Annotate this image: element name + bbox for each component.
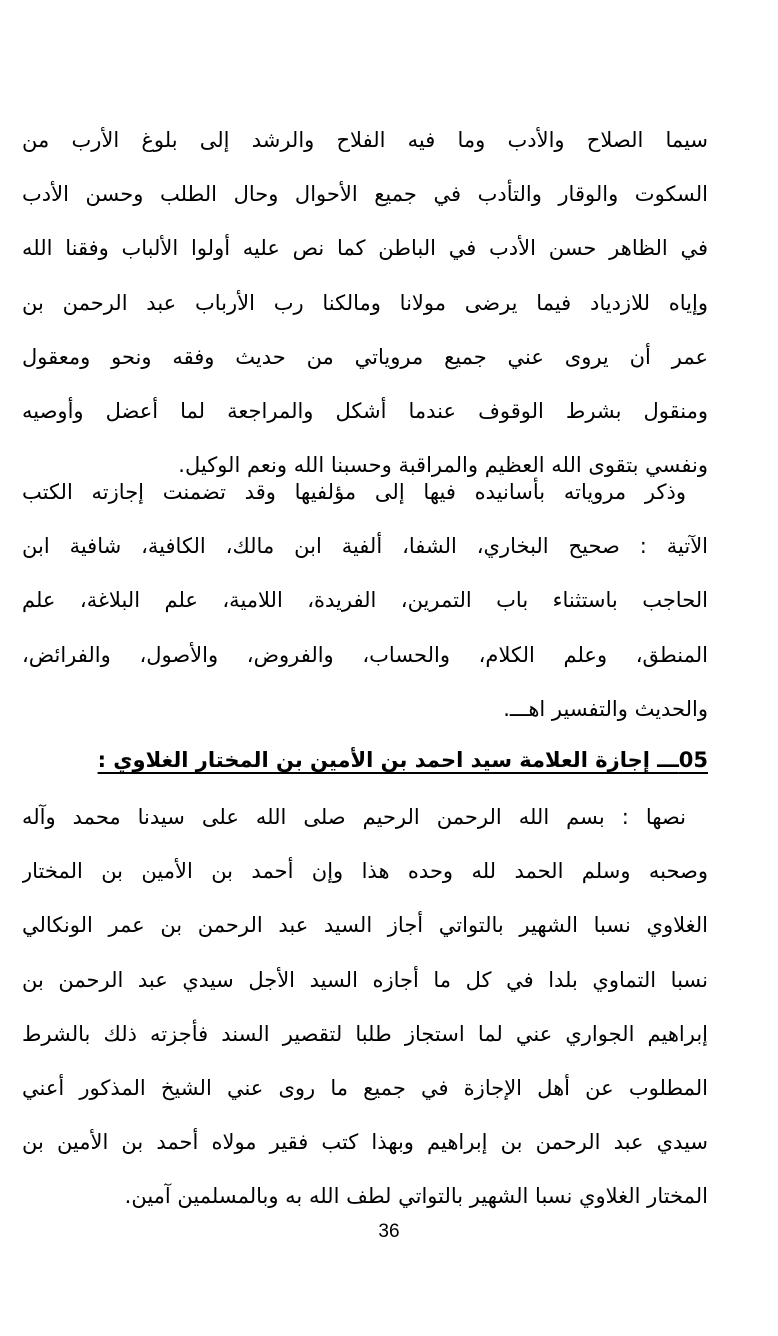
text-line: المطلوب عن أهل الإجازة في جميع ما روى عني الشيخ المذكور أعني xyxy=(22,1075,708,1100)
section-heading xyxy=(22,738,708,782)
text-line: ونفسي بتقوى الله العظيم والمراقبة وحسبنا الله ونعم الوكيل. xyxy=(178,453,708,478)
text-line: المختار الغلاوي نسبا الشهير بالتواتي لطف الله به وبالمسلمين آمين. xyxy=(124,1184,708,1209)
text-line: السكوت والوقار والتأدب في جميع الأحوال وحال الطلب وحسن الأدب xyxy=(22,182,708,207)
text-line: الغلاوي نسبا الشهير بالتواتي أجاز السيد عبد الرحمن بن عمر الونكالي xyxy=(22,913,708,938)
text-line: المنطق، وعلم الكلام، والحساب، والفروض، والأصول، والفرائض، xyxy=(22,642,708,667)
paragraph-books-list xyxy=(22,465,708,736)
text-line: عمر أن يروى عني جميع مروياتي من حديث وفقه ونحو ومعقول xyxy=(22,344,708,369)
text-line: وإياه للازدياد فيما يرضى مولانا ومالكنا رب الأرباب عبد الرحمن بن xyxy=(22,290,708,315)
text-line: وصحبه وسلم الحمد لله وحده هذا وإن أحمد بن الأمين بن المختار xyxy=(22,859,708,884)
text-line: الآتية : صحيح البخاري، الشفا، ألفية ابن مالك، الكافية، شافية ابن xyxy=(22,534,708,559)
text-line: نسبا التماوي بلدا في كل ما أجازه السيد الأجل سيدي عبد الرحمن بن xyxy=(22,967,708,992)
text-line: سيدي عبد الرحمن بن إبراهيم وبهذا كتب فقير مولاه أحمد بن الأمين بن xyxy=(22,1130,708,1155)
paragraph-ijaza-text xyxy=(22,790,708,1224)
text-line: ومنقول بشرط الوقوف عندما أشكل والمراجعة لما أعضل وأوصيه xyxy=(22,398,708,423)
text-line: الحاجب باستثناء باب التمرين، الفريدة، اللامية، علم البلاغة، علم xyxy=(22,588,708,613)
page-number: 36 xyxy=(378,1221,400,1242)
text-line: وذكر مروياته بأسانيده فيها إلى مؤلفيها وقد تضمنت إجازته الكتب xyxy=(22,480,686,504)
text-line: والحديث والتفسير اهـــ. xyxy=(503,696,708,721)
text-line: في الظاهر حسن الأدب في الباطن كما نص عليه أولوا الألباب وفقنا الله xyxy=(22,236,708,261)
paragraph-ijaza-continuation xyxy=(22,113,708,492)
section-heading-text: 05ـــ إجازة العلامة سيد احمد بن الأمين بن المختار الغلاوي : xyxy=(97,748,708,772)
text-line: نصها : بسم الله الرحمن الرحيم صلى الله على سيدنا محمد وآله xyxy=(22,805,686,829)
text-line: إبراهيم الجواري عني لما استجاز طلبا لتقصير السند فأجزته ذلك بالشرط xyxy=(22,1021,708,1046)
text-line: سيما الصلاح والأدب وما فيه الفلاح والرشد إلى بلوغ الأرب من xyxy=(22,128,708,152)
